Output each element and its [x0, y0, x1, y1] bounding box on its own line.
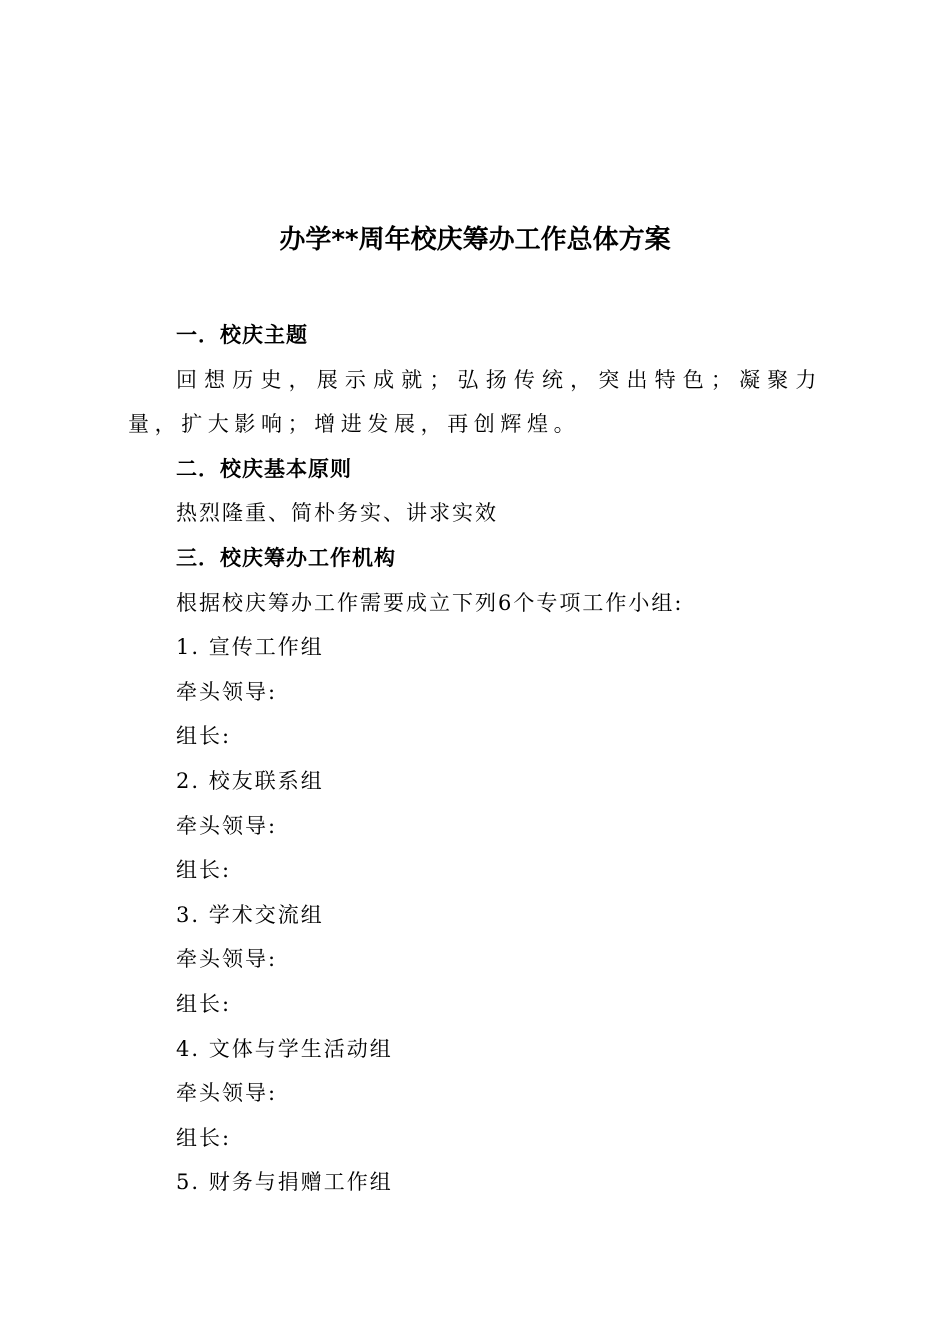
group-leader-label: 牵头领导: [176, 1081, 278, 1106]
group-head-label: 组长: [176, 724, 232, 749]
section-text-theme: 回想历史，展示成就；弘扬传统，突出特色；凝聚力量，扩大影响；增进发展，再创辉煌。 [128, 367, 822, 437]
group-leader-label: 牵头领导: [176, 679, 278, 704]
group-leader-label: 牵头领导: [176, 813, 278, 838]
document-body [128, 313, 822, 1205]
section-heading-theme: 一．校庆主题 [176, 323, 308, 347]
group-name: 1. 宣传工作组 [176, 635, 324, 660]
group-head-label: 组长: [176, 858, 232, 883]
section-heading-principles: 二．校庆基本原则 [176, 456, 352, 481]
section-text-principles: 热烈隆重、简朴务实、讲求实效 [176, 501, 498, 526]
section-heading-organization: 三．校庆筹办工作机构 [176, 545, 396, 570]
group-name: 4. 文体与学生活动组 [176, 1036, 393, 1061]
section-text-organization: 根据校庆筹办工作需要成立下列6个专项工作小组: [176, 590, 684, 615]
group-leader-label: 牵头领导: [176, 947, 278, 972]
group-head-label: 组长: [176, 991, 232, 1016]
group-name: 2. 校友联系组 [176, 768, 324, 793]
group-name: 3. 学术交流组 [176, 902, 324, 927]
group-head-label: 组长: [176, 1125, 232, 1150]
document-title: 办学**周年校庆筹办工作总体方案 [279, 225, 671, 255]
group-name: 5. 财务与捐赠工作组 [176, 1170, 393, 1195]
